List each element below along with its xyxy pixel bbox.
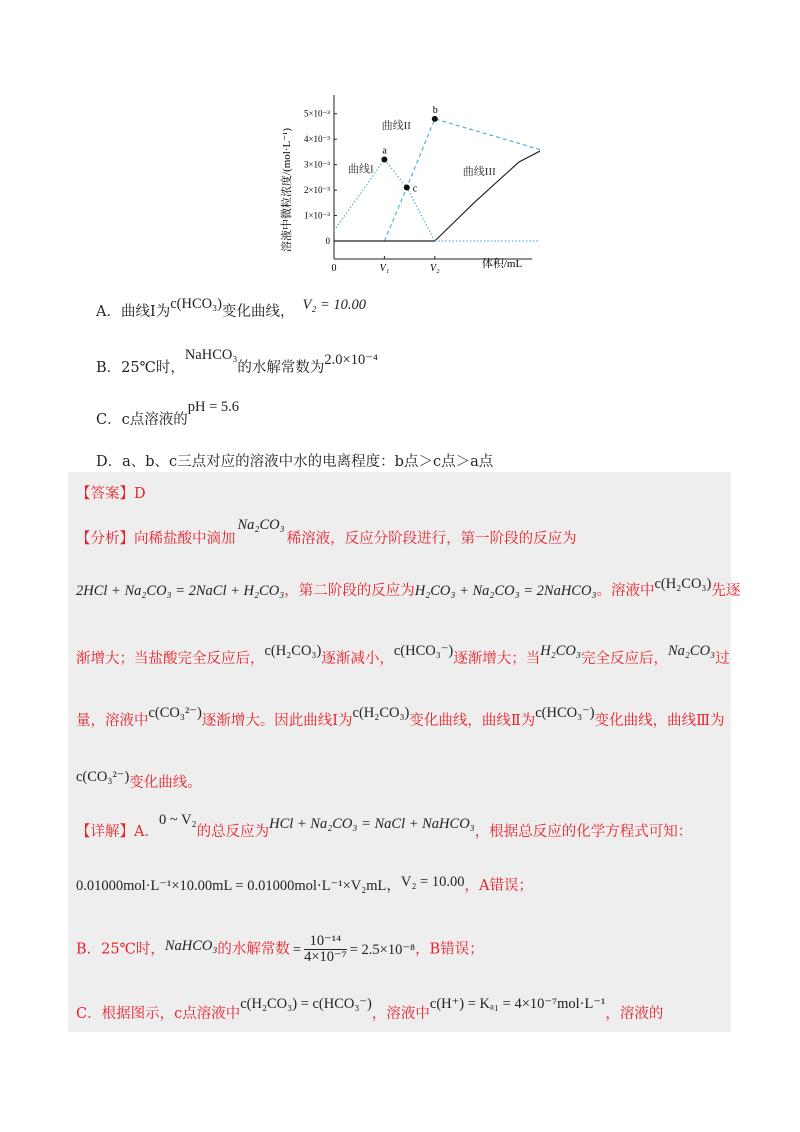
option-c-formula: pH = 5.6 — [187, 399, 239, 415]
formula: c(CO₃²⁻) — [76, 769, 130, 785]
option-a-formula: c(HCO₃) — [170, 296, 222, 312]
option-b — [96, 347, 378, 377]
analysis-text: 变化曲线，曲线Ⅱ为 — [409, 713, 536, 729]
answer-text: 【答案】D — [76, 486, 146, 502]
analysis-line-5 — [76, 771, 202, 792]
detail-text: ，溶液中 — [371, 1006, 430, 1022]
formula: 0.01000mol·L⁻¹×10.00mL = 0.01000mol·L⁻¹×V₂mL — [76, 878, 387, 894]
point-label: b — [432, 104, 438, 116]
detail-text: B．25℃时， — [76, 941, 165, 958]
y-tick-label: 1×10⁻³ — [303, 210, 330, 221]
formula: Na₂CO₃ — [237, 517, 285, 533]
series-label: 曲线I — [348, 163, 374, 176]
option-c — [96, 399, 239, 429]
analysis-text: 变化曲线，曲线Ⅲ为 — [594, 713, 725, 729]
analysis-line-4 — [76, 705, 725, 730]
analysis-line-1 — [76, 517, 577, 548]
formula: c(H₂CO₃) — [264, 643, 322, 659]
detail-text: 【详解】A． — [76, 824, 159, 840]
y-tick-label: 3×10⁻³ — [303, 159, 330, 170]
detail-text: ，根据总反应的化学方程式可知： — [474, 824, 693, 840]
series-line — [381, 119, 540, 241]
formula: H₂CO₃ + Na₂CO₃ = 2NaHCO₃ — [414, 583, 597, 599]
option-b-formula: NaHCO₃ — [184, 347, 238, 363]
option-b-text: B．25℃时， — [96, 360, 185, 376]
y-tick-label: 0 — [325, 236, 330, 246]
formula: HCl + Na₂CO₃ = NaCl + NaHCO₃ — [269, 816, 475, 832]
fraction-denominator: 4×10⁻⁷ — [304, 949, 347, 965]
option-a-text: A．曲线Ⅰ为 — [96, 304, 171, 320]
formula: c(H₂CO₃) — [352, 705, 410, 721]
detail-text: 的总反应为 — [196, 824, 270, 840]
analysis-line-3 — [76, 643, 730, 668]
x-tick-label: V₁ — [379, 263, 390, 274]
analysis-text: 完全反应后， — [580, 651, 668, 667]
analysis-text: 。溶液中 — [596, 583, 655, 599]
analysis-text: 逐渐减小， — [321, 651, 394, 667]
hydrolysis-fraction — [304, 934, 347, 965]
y-axis-label: 溶液中微粒浓度/(mol·L⁻¹) — [281, 128, 293, 252]
formula: NaHCO₃ — [164, 937, 218, 954]
chart-series — [334, 118, 540, 241]
answer-line — [76, 482, 146, 503]
fraction-numerator: 10⁻¹⁴ — [304, 934, 347, 950]
concentration-chart — [270, 95, 540, 275]
formula: 0 ~ V₂ — [158, 812, 197, 828]
formula: = 2.5×10⁻⁸ — [349, 941, 416, 958]
formula: c(HCO₃⁻) — [535, 705, 595, 721]
data-point — [404, 185, 410, 191]
formula: V₂ = 10.00 — [400, 874, 465, 890]
analysis-line-2 — [76, 576, 741, 600]
detail-text: ，B错误； — [415, 941, 484, 958]
series-label: 曲线III — [462, 165, 496, 178]
option-b-value: 2.0×10⁻⁴ — [324, 352, 378, 368]
formula: = — [292, 941, 302, 958]
formula: c(CO₃²⁻) — [148, 705, 202, 721]
y-tick-label: 5×10⁻³ — [303, 108, 330, 119]
option-b-text2: 的水解常数为 — [237, 360, 325, 376]
detail-text: C．根据图示，c点溶液中 — [76, 1006, 241, 1022]
formula: 2HCl + Na₂CO₃ = 2NaCl + H₂CO₃ — [76, 583, 285, 599]
formula: c(H₂CO₃) — [654, 576, 712, 592]
y-tick-label: 2×10⁻³ — [303, 185, 330, 196]
option-c-text: C．c点溶液的 — [96, 412, 188, 428]
detail-text: ，溶液的 — [605, 1006, 664, 1022]
point-label: a — [382, 145, 387, 157]
analysis-text: 变化曲线。 — [129, 775, 202, 791]
analysis-text: ，第二阶段的反应为 — [284, 583, 415, 599]
detail-line-4 — [76, 996, 664, 1023]
formula: c(H₂CO₃) = c(HCO₃⁻) — [240, 996, 372, 1012]
detail-line-3 — [76, 934, 484, 965]
point-label: c — [412, 183, 418, 195]
option-a-text2: 变化曲线， — [221, 304, 295, 320]
series-line — [435, 132, 540, 241]
option-d-text: D．a、b、c三点对应的溶液中水的电离程度：b点＞c点＞a点 — [96, 454, 494, 470]
series-label: 曲线II — [381, 120, 411, 132]
formula: c(H⁺) = Kₐ₁ = 4×10⁻⁷mol·L⁻¹ — [429, 996, 606, 1012]
data-point — [432, 116, 438, 122]
option-a — [96, 296, 367, 321]
analysis-text: 逐渐增大。因此曲线Ⅰ为 — [201, 713, 353, 729]
detail-text: 的水解常数 — [217, 941, 290, 958]
analysis-text: 量，溶液中 — [76, 713, 149, 729]
data-point — [381, 157, 387, 163]
x-axis-label: 体积/mL — [481, 258, 523, 270]
analysis-text: 【分析】向稀盐酸中滴加 — [76, 531, 236, 547]
analysis-text: 渐增大；当盐酸完全反应后， — [76, 651, 265, 667]
detail-line-1 — [76, 812, 693, 841]
option-d — [96, 450, 493, 471]
y-tick-label: 4×10⁻³ — [303, 134, 330, 145]
formula: H₂CO₃ — [540, 643, 581, 659]
detail-text: ，A错误； — [464, 878, 533, 894]
formula: c(HCO₃⁻) — [393, 643, 454, 659]
analysis-text: 逐渐增大；当 — [453, 651, 541, 667]
analysis-text: 过 — [715, 651, 730, 667]
option-a-v2: V₂ = 10.00 — [302, 297, 367, 313]
x-tick-label: 0 — [331, 263, 337, 274]
chart-axes — [304, 95, 532, 274]
formula: Na₂CO₃ — [667, 643, 716, 659]
x-tick-label: V₂ — [430, 263, 440, 274]
analysis-text: 稀溶液，反应分阶段进行，第一阶段的反应为 — [286, 531, 577, 547]
detail-line-2: 0.01000mol·L⁻¹×10.00mL = 0.01000mol·L⁻¹×V₂mL，V₂ = 10.00，A错误； — [76, 874, 533, 894]
analysis-text: 先逐 — [711, 583, 741, 599]
